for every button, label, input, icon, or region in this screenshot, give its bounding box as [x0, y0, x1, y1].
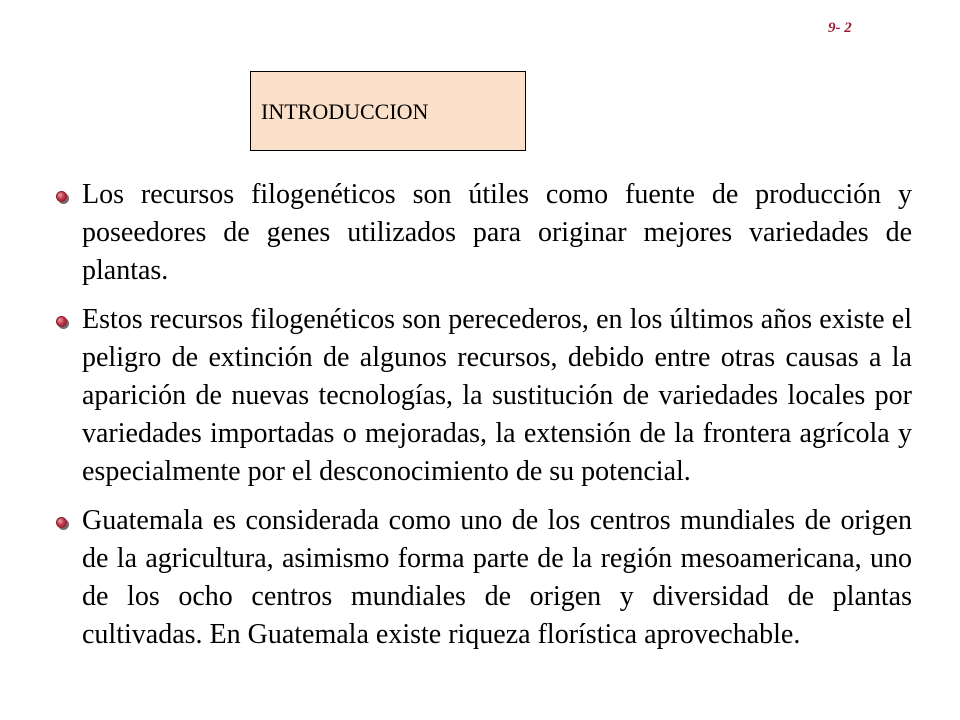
slide-title: INTRODUCCION	[261, 99, 429, 124]
bullet-item-1	[56, 176, 912, 290]
bullet-list	[56, 176, 912, 665]
bullet-icon	[56, 191, 67, 202]
bullet-text-3: Guatemala es considerada como uno de los centros mundiales de origen de la agricultura, asimismo forma parte de la región mesoamericana, uno de los ocho centros mundiales de origen y diversidad de plantas cultivadas. En Guatemala existe riqueza florística aprovechable.	[82, 505, 912, 650]
bullet-icon	[56, 316, 67, 327]
title-box	[250, 71, 526, 151]
bullet-text-2: Estos recursos filogenéticos son perecederos, en los últimos años existe el peligro de extinción de algunos recursos, debido entre otras causas a la aparición de nuevas tecnologías, la sustitución de variedades locales por variedades importadas o mejoradas, la extensión de la frontera agrícola y especialmente por el desconocimiento de su potencial.	[82, 304, 912, 487]
page-number: 9- 2	[828, 20, 852, 36]
bullet-item-3	[56, 502, 912, 654]
bullet-icon	[56, 517, 67, 528]
bullet-item-2	[56, 301, 912, 491]
bullet-text-1: Los recursos filogenéticos son útiles como fuente de producción y poseedores de genes utilizados para originar mejores variedades de plantas.	[82, 179, 912, 286]
